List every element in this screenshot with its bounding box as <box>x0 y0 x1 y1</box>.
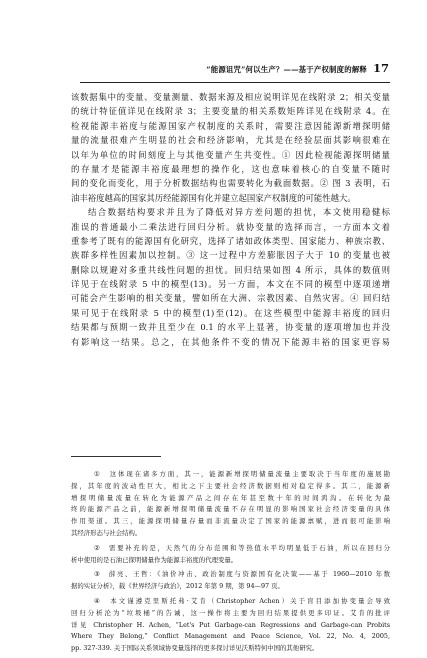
footnote-line: 作用渠道。其三，能源探明储量存量而非流量决定了国家的能源禀赋，进而很可能影响 <box>71 517 390 526</box>
footnote-line: ① 这体现在诸多方面，其一，能源新增探明储量流量主要取决于当年度的施展勘 <box>94 470 390 478</box>
text-line: 油丰裕度越高的国家其历经能源国有化并建立起国家产权制度的可能性越大。 <box>71 192 356 203</box>
footnote <box>71 543 390 567</box>
footnote <box>71 596 390 655</box>
footnote-line: 终的能源产品之前，能源新增探明储量流量不存在明显的影响国家社会经济变量的具体 <box>71 505 390 514</box>
footnote-line: 其经济形态与社会结构。 <box>71 528 142 537</box>
footnote-line: 增探明储量流量在转化为能源产品之间存在年甚至数十年的时间鸿沟。在转化为最 <box>71 493 390 502</box>
footnote-line: 探，其年度的波动性巨大，相比之下主要社会经济数据则相对稳定得多。其二，能源新 <box>71 481 390 490</box>
text-line: 结合数据结构要求并且为了降低对异方差问题的担忧，本文使用稳健标 <box>88 207 390 218</box>
text-line: 果可见于在线附录 5 中的模型(1)至(12)。在这些模型中能源丰裕度的回归 <box>71 307 390 318</box>
footnote-line: 回归分析沦为“垃圾桶”的告诫，这一操作将主要为回归结果提供更多印证。艾肯的批评 <box>71 608 390 617</box>
footnote-mark: ④ <box>94 596 103 605</box>
footnote-line: pp. 327-339. 关于国际关系领域协变量选择的更多探讨详见沃斯特何中国的其他研究。 <box>71 644 319 653</box>
text-line: 删除以规避对多重共线性问题的担忧。回归结果如图 4 所示，具体的数值则 <box>71 264 390 275</box>
text-line: 可能会产生影响的相关变量，譬如所在大洲、宗教因素、自然灾害。④ 回归结 <box>71 293 390 304</box>
page-header <box>0 62 427 78</box>
text-line: 详见于在线附录 5 中的模型(13)。另一方面，本文在不同的模型中逐项递增 <box>71 279 390 290</box>
page-number: 17 <box>372 61 389 75</box>
text-line: 准误的普通最小二乘法进行回归分析。就协变量的选择而言，一方面本文着 <box>71 221 390 232</box>
text-line: 结果都与预期一致并且至少在 0.1 的水平上显著，协变量的逐项增加也并没 <box>71 322 390 333</box>
footnotes <box>71 469 390 658</box>
text-line: 的存量才是能源丰裕度最理想的操作化，这也意味着核心的自变量不随时 <box>71 163 390 174</box>
text-line: 有影响这一结果。总之，在其他条件不变的情况下能源丰裕的国家更容易 <box>71 336 390 347</box>
text-line: 量的流量很难产生明显的社会和经济影响，尤其是在经验层面其影响很难在 <box>71 135 390 146</box>
footnote-line: ③ 薛亮、王哲：《油价冲击、政治制度与资源国有化决策——基于 1960—2010 年数 <box>94 570 390 579</box>
text-line: 间的变化而变化，用于分析数据结构也需要转化为截面数据。② 图 3 表明，石 <box>71 178 390 189</box>
text-line: 以年为单位的时间刻度上与其他变量产生共变性。① 因此检视能源探明储量 <box>71 149 390 160</box>
text-line: 族群多样性因素加以控制。③ 这一过程中方差膨胀因子大于 10 的变量也被 <box>71 250 390 261</box>
main-text <box>71 90 390 349</box>
footnote <box>71 569 390 593</box>
footnote-line: 详见 Christopher H. Achen, “Let's Put Garbage-can Regressions and Garbage-can Probits <box>71 620 390 629</box>
text-line: 的统计特征值详见在线附录 3；主要变量的相关系数矩阵详见在线附录 4。在 <box>71 106 390 117</box>
footnote-line: 析中使用的是石油已探明储量作为能源丰裕度的代理变量。 <box>71 555 238 564</box>
text-line: 检视能源丰裕度与能源国家产权制度的关系时，需要注意因能源新增探明储 <box>71 120 390 131</box>
footnote <box>71 469 390 540</box>
footnote-line: ② 需要补充的是，天然气的分布范围和等热值水平均明显低于石油，所以在回归分 <box>94 543 390 552</box>
footnote-line: ④ 本文谨遵克里斯托弗·艾肯（Christopher Achen）关于盲目添加协变量会导致 <box>94 596 390 605</box>
text-line: 重参考了既有的能源国有化研究，选择了诸如政体类型、国家能力、种族宗教、 <box>71 235 390 246</box>
text-line: 该数据集中的变量、变量测量、数据来源及相应说明详见在线附录 2；相关变量 <box>71 92 390 102</box>
footnote-mark: ① <box>94 470 102 478</box>
footnote-mark: ② <box>94 543 102 552</box>
running-title: “能源诅咒”何以生产？——基于产权制度的解释 <box>206 65 367 74</box>
footnote-rule <box>71 456 161 457</box>
header-rule <box>80 82 390 83</box>
footnote-mark: ③ <box>94 570 102 579</box>
footnote-line: Where They Belong,” Conflict Management and Peace Science, Vol. 22, No. 4, 2005, <box>71 632 390 641</box>
footnote-line: 据的实证分析》，载《世界经济与政治》，2012 年第 9 期，第 94—97 页。 <box>71 582 284 591</box>
